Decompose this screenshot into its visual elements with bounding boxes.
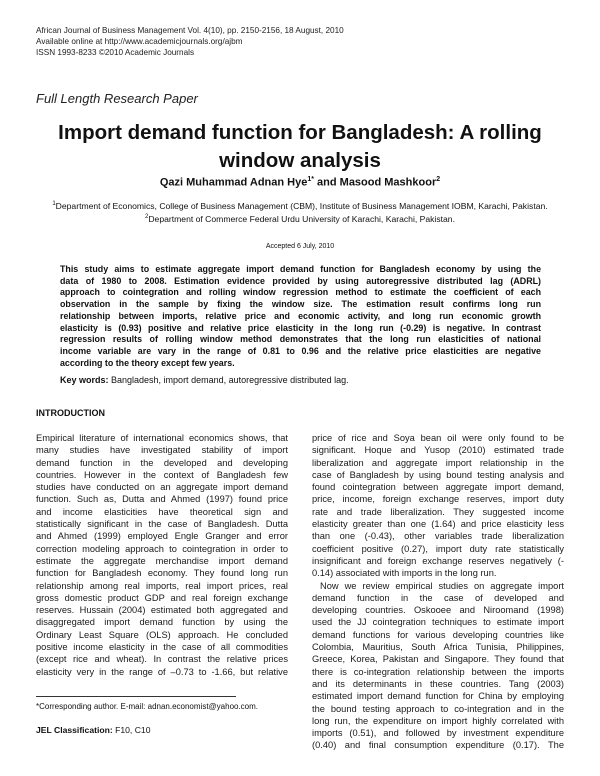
text-line: estimated import demand function for China by employing	[312, 691, 564, 702]
text-line: regression results of rolling window method demonstrates that the long run elasticities of national	[60, 334, 541, 345]
text-line: imports (0.51), and followed by investment expenditure	[312, 728, 564, 739]
jel-codes: F10, C10	[112, 725, 151, 735]
text-line: and its determinants in these countries. Tang (2003)	[312, 678, 564, 689]
text-line: and Ahmed (1999) employed Engle Granger and error	[36, 531, 288, 542]
text-line: developing countries. Oskooee and Niroomand (1998)	[312, 605, 564, 616]
text-line: observation in the sample by fixing the window size. The estimation result confirms long run	[60, 299, 541, 310]
text-line: according to the theory except few years.	[60, 357, 235, 368]
text-line: there is co-integration relationship between the imports	[312, 666, 564, 677]
text-line: statistically significant in the case of Bangladesh. Dutta	[36, 519, 288, 530]
title-line: window analysis	[219, 149, 381, 172]
text-line: estimate the aggregate merchandise import demand	[36, 555, 288, 566]
text-line: disaggregated import demand function by using the	[36, 617, 288, 628]
right-column-text	[312, 432, 564, 752]
text-line: demand function in the developed and developing	[36, 457, 288, 468]
author-name: Masood Mashkoor	[339, 176, 437, 189]
text-line: the bound testing approach to co-integration and in the	[312, 703, 564, 714]
affiliation-mark: 1	[52, 201, 56, 207]
keywords-label: Key words:	[60, 375, 109, 385]
affiliation-1	[30, 199, 570, 212]
text-line: than one (-0.43), other variables trade liberalization	[312, 531, 564, 542]
text-line: liberalization and aggregate import relationship in the	[312, 457, 564, 468]
text-line: reserves. Hussain (2004) estimated both aggregated and	[36, 605, 288, 616]
title-line: Import demand function for Bangladesh: A rolling	[58, 121, 542, 144]
text-line: positive income elasticity in the case of all commodities	[36, 642, 288, 653]
text-line: function for Bangladesh economy. They found long run	[36, 568, 288, 579]
keywords-text: Bangladesh, import demand, autoregressive distributed lag.	[108, 375, 349, 385]
text-line: This study aims to estimate aggregate import demand function for Bangladesh economy by using the	[60, 264, 541, 274]
text-line: many studies have investigated stability of import	[36, 445, 288, 456]
affiliation-2	[30, 212, 570, 225]
left-column-text	[36, 432, 288, 678]
text-line: (0.40) and final consumption expenditure (0.17). The	[312, 740, 564, 751]
text-line: long run, the expenditure on import highly correlated with	[312, 715, 564, 726]
text-line: gross domestic product GDP and real foreign exchange	[36, 592, 288, 603]
text-line: Now we review empirical studies on aggregate import	[320, 580, 564, 591]
text-line: function. Such as, Dutta and Ahmed (1997) found price	[36, 494, 288, 505]
text-line: elasticity greater than one (1.64) and price elasticity less	[312, 519, 564, 530]
author-name: Qazi Muhammad Adnan Hye	[159, 176, 308, 189]
affiliation-mark: 2	[145, 214, 149, 221]
issn-line: ISSN 1993-8233 ©2010 Academic Journals	[36, 48, 195, 57]
text-line: elasticity very in the range of –0.73 to -1.66, but relative	[36, 666, 288, 677]
abstract	[60, 264, 541, 369]
authors	[0, 176, 600, 189]
text-line: countries. However in the context of Bangladesh few	[36, 469, 288, 480]
jel-classification	[36, 725, 150, 735]
jel-label: JEL Classification:	[36, 725, 113, 735]
paper-title	[0, 119, 600, 175]
text-line: rate and trade liberalization. They suggested income	[312, 506, 564, 517]
affiliation-mark: 1*	[307, 176, 314, 183]
text-line: approach to cointegration and rolling window regression method to estimate the coefficient of each	[60, 287, 541, 298]
text-line: studies have conducted on an aggregate import demand	[36, 482, 288, 493]
footnote-divider	[36, 696, 236, 697]
text-line: found cointegration between aggregate import demand,	[312, 482, 564, 493]
text-line: price, income, foreign exchange reserves, import duty	[312, 494, 564, 505]
text-line: demand function in the case of developed and	[312, 592, 564, 603]
text-line: Empirical literature of international economics shows, that	[36, 433, 288, 443]
text-line: price of rice and Soya bean oil were only found to be	[312, 433, 564, 443]
text-line: Greece, Korea, Pakistan and Singapore. They found that	[312, 654, 564, 665]
affiliations	[30, 199, 570, 226]
text-line: case of Bangladesh by using bound testing analysis and	[312, 469, 564, 480]
journal-url: Available online at http://www.academicjournals.org/ajbm	[36, 37, 243, 46]
text-line: data of 1980 to 2008. Estimation evidence provided by using autoregressive distributed lag (ADRL)	[60, 275, 541, 286]
text-line: relationship among real imports, real import prices, real	[36, 580, 288, 591]
affiliation-text: Department of Economics, College of Business Management (CBM), Institute of Business Management IOBM, Karachi, Pakistan.	[55, 200, 548, 211]
text-line: Colombia, Mauritius, South Africa Tunisia, Philippines,	[312, 642, 564, 653]
affiliation-text: Department of Commerce Federal Urdu University of Karachi, Karachi, Pakistan.	[148, 214, 455, 225]
journal-citation: African Journal of Business Management Vol. 4(10), pp. 2150-2156, 18 August, 2010	[36, 26, 344, 35]
text-line: Ordinary Least Square (OLS) approach. He concluded	[36, 629, 288, 640]
article-type: Full Length Research Paper	[36, 91, 198, 106]
author-conjunction: and	[313, 176, 340, 189]
text-line: 0.14) associated with imports in the long run.	[312, 568, 497, 579]
keywords	[60, 375, 349, 385]
affiliation-mark: 2	[436, 176, 441, 183]
text-line: used the JJ cointegration techniques to estimate import	[312, 617, 564, 628]
accepted-date: Accepted 6 July, 2010	[265, 243, 335, 250]
footnote-corresponding-author: *Corresponding author. E-mail: adnan.economist@yahoo.com.	[36, 702, 259, 711]
text-line: relationship between imports, relative price and economic activity, and long run economic growth	[60, 310, 541, 321]
text-line: (except rice and wheat). In contrast the relative prices	[36, 654, 288, 665]
text-line: coefficient positive (0.27), import duty rate statistically	[312, 543, 564, 554]
text-line: and income elasticities have theoretical sign and	[36, 506, 288, 517]
text-line: elasticity is (0.93) positive and relative price elasticity in the long run (-0.29) is negative. In contrast	[60, 322, 541, 333]
text-line: demand functions for various developing countries like	[312, 629, 564, 640]
text-line: significant. Hoque and Yusop (2010) estimated trade	[312, 445, 564, 456]
section-heading: INTRODUCTION	[36, 408, 105, 418]
text-line: correction modeling approach to cointegration in order to	[36, 543, 288, 554]
text-line: income variable are vary in the range of 0.81 to 0.96 and the relative price elasticities are negative	[60, 345, 541, 356]
text-line: insignificant and foreign exchange reserves negatively (-	[312, 555, 564, 566]
